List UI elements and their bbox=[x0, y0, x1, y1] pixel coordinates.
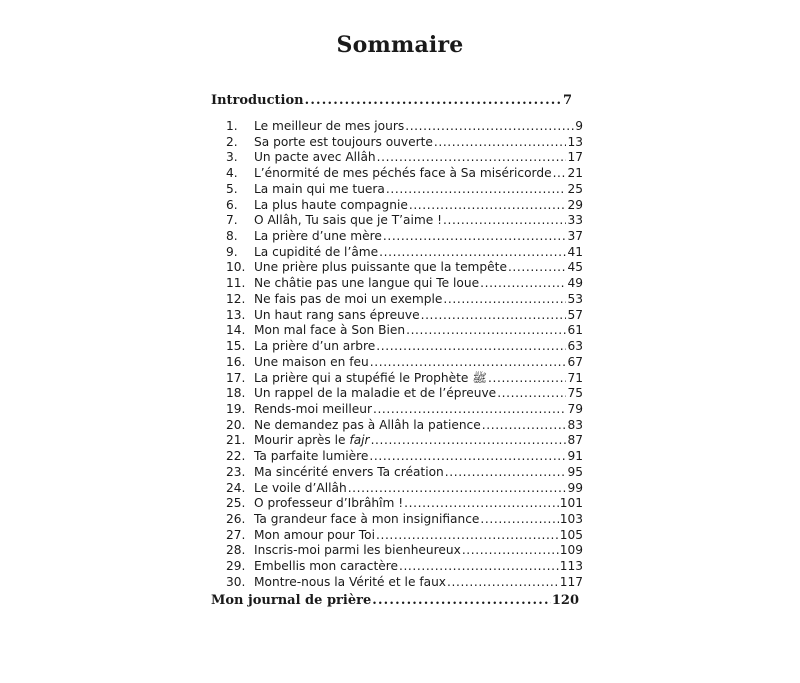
entry-title: La prière qui a stupéfié le Prophète ﷺ bbox=[254, 370, 488, 385]
dot-leader bbox=[383, 229, 567, 243]
entry-number: 23. bbox=[226, 464, 246, 479]
entry-page-number: 9 bbox=[575, 119, 583, 133]
dot-leader bbox=[480, 512, 558, 526]
entry-number: 6. bbox=[226, 197, 238, 212]
toc-entry bbox=[226, 575, 583, 591]
entry-title: La main qui me tuera bbox=[254, 181, 385, 196]
toc-entry bbox=[226, 260, 583, 276]
entry-page-number: 21 bbox=[567, 166, 583, 181]
entry-title: O professeur d’Ibrâhîm ! bbox=[254, 496, 404, 511]
section-page-number: 120 bbox=[551, 593, 579, 608]
entry-number: 19. bbox=[226, 401, 246, 416]
toc-entry bbox=[226, 150, 583, 166]
dot-leader bbox=[480, 276, 566, 290]
dot-leader bbox=[370, 355, 567, 369]
entry-number: 18. bbox=[226, 386, 246, 401]
entry-number: 3. bbox=[226, 150, 238, 165]
entry-title: Montre-nous la Vérité et le faux bbox=[254, 574, 447, 589]
entry-title: La cupidité de l’âme bbox=[254, 244, 379, 259]
toc-entry bbox=[226, 245, 583, 261]
toc-entry bbox=[226, 339, 583, 355]
toc-section-introduction bbox=[211, 93, 572, 108]
entry-page-number: 41 bbox=[567, 244, 583, 259]
toc-entry bbox=[226, 355, 583, 371]
toc-entry bbox=[226, 276, 583, 292]
entry-title: Ta parfaite lumière bbox=[254, 449, 369, 464]
toc-entry bbox=[226, 323, 583, 339]
entry-page-number: 113 bbox=[559, 559, 583, 574]
entry-number: 7. bbox=[226, 213, 238, 228]
dot-leader bbox=[443, 292, 566, 306]
entry-page-number: 17 bbox=[567, 150, 583, 165]
entry-number: 15. bbox=[226, 339, 246, 354]
entry-number: 20. bbox=[226, 417, 246, 432]
entry-page-number: 105 bbox=[559, 527, 583, 542]
dot-leader bbox=[399, 559, 559, 573]
toc-entry bbox=[226, 528, 583, 544]
entry-title: Mourir après le fajr bbox=[254, 433, 370, 448]
entry-number: 2. bbox=[226, 134, 238, 149]
entry-number: 24. bbox=[226, 480, 246, 495]
entry-title: O Allâh, Tu sais que je T’aime ! bbox=[254, 213, 443, 228]
toc-entry bbox=[226, 481, 583, 497]
entry-number: 10. bbox=[226, 260, 246, 275]
entry-number: 30. bbox=[226, 574, 246, 589]
entry-title: Le meilleur de mes jours bbox=[254, 119, 405, 133]
entry-number: 13. bbox=[226, 307, 246, 322]
entry-title: Un pacte avec Allâh bbox=[254, 150, 376, 165]
entry-number: 29. bbox=[226, 559, 246, 574]
toc-entry bbox=[226, 512, 583, 528]
dot-leader bbox=[553, 166, 567, 180]
entry-title: Le voile d’Allâh bbox=[254, 480, 347, 495]
entry-title: Ta grandeur face à mon insignifiance bbox=[254, 511, 480, 526]
toc-entry bbox=[226, 229, 583, 245]
toc-entry bbox=[226, 308, 583, 324]
dot-leader bbox=[376, 528, 559, 542]
entry-title: La prière d’un arbre bbox=[254, 339, 376, 354]
dot-leader bbox=[348, 481, 567, 495]
entry-page-number: 109 bbox=[559, 543, 583, 558]
entry-number: 26. bbox=[226, 511, 246, 526]
toc-entry bbox=[226, 386, 583, 402]
entry-number: 8. bbox=[226, 229, 238, 244]
dot-leader bbox=[508, 260, 567, 274]
entry-page-number: 29 bbox=[567, 197, 583, 212]
entry-number: 25. bbox=[226, 496, 246, 511]
entry-number: 11. bbox=[226, 276, 246, 291]
dot-leader bbox=[434, 135, 567, 149]
dot-leader bbox=[482, 418, 567, 432]
entry-number: 21. bbox=[226, 433, 246, 448]
toc-entry-list bbox=[226, 119, 583, 591]
dot-leader bbox=[372, 593, 551, 608]
toc-entry bbox=[226, 559, 583, 575]
entry-page-number: 25 bbox=[567, 181, 583, 196]
dot-leader bbox=[386, 182, 567, 196]
entry-title: Sa porte est toujours ouverte bbox=[254, 134, 433, 149]
entry-page-number: 67 bbox=[567, 354, 583, 369]
entry-page-number: 87 bbox=[567, 433, 583, 448]
entry-page-number: 63 bbox=[567, 339, 583, 354]
toc-entry bbox=[226, 433, 583, 449]
entry-number: 14. bbox=[226, 323, 246, 338]
entry-page-number: 33 bbox=[567, 213, 583, 228]
entry-page-number: 45 bbox=[567, 260, 583, 275]
entry-page-number: 57 bbox=[567, 307, 583, 322]
dot-leader bbox=[488, 371, 566, 385]
entry-title: Mon mal face à Son Bien bbox=[254, 323, 406, 338]
dot-leader bbox=[305, 93, 562, 108]
entry-number: 17. bbox=[226, 370, 246, 385]
dot-leader bbox=[421, 308, 567, 322]
section-label: Introduction bbox=[211, 93, 304, 108]
entry-page-number: 37 bbox=[567, 229, 583, 244]
dot-leader bbox=[373, 402, 567, 416]
dot-leader bbox=[379, 245, 566, 259]
toc-entry bbox=[226, 166, 583, 182]
entry-number: 22. bbox=[226, 449, 246, 464]
entry-number: 27. bbox=[226, 527, 246, 542]
entry-number: 12. bbox=[226, 291, 246, 306]
entry-title: Ne châtie pas une langue qui Te loue bbox=[254, 276, 480, 291]
entry-number: 9. bbox=[226, 244, 238, 259]
section-page-number: 7 bbox=[562, 93, 572, 108]
page-title: Sommaire bbox=[336, 32, 464, 58]
entry-page-number: 83 bbox=[567, 417, 583, 432]
entry-page-number: 75 bbox=[567, 386, 583, 401]
toc-entry bbox=[226, 198, 583, 214]
entry-page-number: 117 bbox=[559, 574, 583, 589]
entry-title: Mon amour pour Toi bbox=[254, 527, 375, 542]
entry-title: Ne fais pas de moi un exemple bbox=[254, 291, 443, 306]
entry-page-number: 49 bbox=[567, 276, 583, 291]
entry-page-number: 71 bbox=[567, 370, 583, 385]
toc-entry bbox=[226, 496, 583, 512]
entry-title: Embellis mon caractère bbox=[254, 559, 398, 574]
entry-number: 28. bbox=[226, 543, 246, 558]
entry-page-number: 99 bbox=[567, 480, 583, 495]
entry-title: Inscris-moi parmi les bienheureux bbox=[254, 543, 461, 558]
entry-title-italic: fajr bbox=[349, 433, 370, 448]
toc-entry bbox=[226, 418, 583, 434]
entry-page-number: 13 bbox=[567, 134, 583, 149]
entry-title: Ne demandez pas à Allâh la patience bbox=[254, 417, 481, 432]
entry-title: Un rappel de la maladie et de l’épreuve bbox=[254, 386, 497, 401]
dot-leader bbox=[405, 119, 574, 133]
entry-number: 4. bbox=[226, 166, 238, 181]
entry-page-number: 91 bbox=[567, 449, 583, 464]
entry-title: Ma sincérité envers Ta création bbox=[254, 464, 444, 479]
dot-leader bbox=[371, 433, 567, 447]
entry-title: La plus haute compagnie bbox=[254, 197, 408, 212]
entry-number: 16. bbox=[226, 354, 246, 369]
dot-leader bbox=[462, 543, 559, 557]
toc-entry bbox=[226, 465, 583, 481]
dot-leader bbox=[447, 575, 559, 589]
toc-entry bbox=[226, 292, 583, 308]
entry-title: La prière d’une mère bbox=[254, 229, 382, 244]
entry-title: Rends-moi meilleur bbox=[254, 401, 372, 416]
toc-entry bbox=[226, 119, 583, 135]
entry-title: Une prière plus puissante que la tempête bbox=[254, 260, 507, 275]
entry-title: Un haut rang sans épreuve bbox=[254, 307, 420, 322]
entry-page-number: 103 bbox=[559, 511, 583, 526]
entry-number: 5. bbox=[226, 181, 238, 196]
dot-leader bbox=[376, 339, 566, 353]
entry-title: Une maison en feu bbox=[254, 354, 369, 369]
entry-page-number: 95 bbox=[567, 464, 583, 479]
toc-entry bbox=[226, 449, 583, 465]
dot-leader bbox=[445, 465, 567, 479]
toc-entry bbox=[226, 543, 583, 559]
entry-number: 1. bbox=[226, 119, 238, 133]
toc-entry bbox=[226, 402, 583, 418]
toc-section-journal bbox=[211, 593, 579, 608]
entry-page-number: 79 bbox=[567, 401, 583, 416]
dot-leader bbox=[409, 198, 567, 212]
section-label: Mon journal de prière bbox=[211, 593, 372, 608]
dot-leader bbox=[369, 449, 566, 463]
entry-page-number: 53 bbox=[567, 291, 583, 306]
dot-leader bbox=[497, 386, 566, 400]
entry-page-number: 61 bbox=[567, 323, 583, 338]
entry-title: L’énormité de mes péchés face à Sa miséricorde bbox=[254, 166, 552, 181]
dot-leader bbox=[404, 496, 559, 510]
entry-page-number: 101 bbox=[559, 496, 583, 511]
dot-leader bbox=[406, 323, 566, 337]
toc-entry bbox=[226, 213, 583, 229]
toc-entry bbox=[226, 182, 583, 198]
toc-entry bbox=[226, 371, 583, 387]
dot-leader bbox=[443, 213, 566, 227]
dot-leader bbox=[377, 150, 567, 164]
toc-entry bbox=[226, 135, 583, 151]
